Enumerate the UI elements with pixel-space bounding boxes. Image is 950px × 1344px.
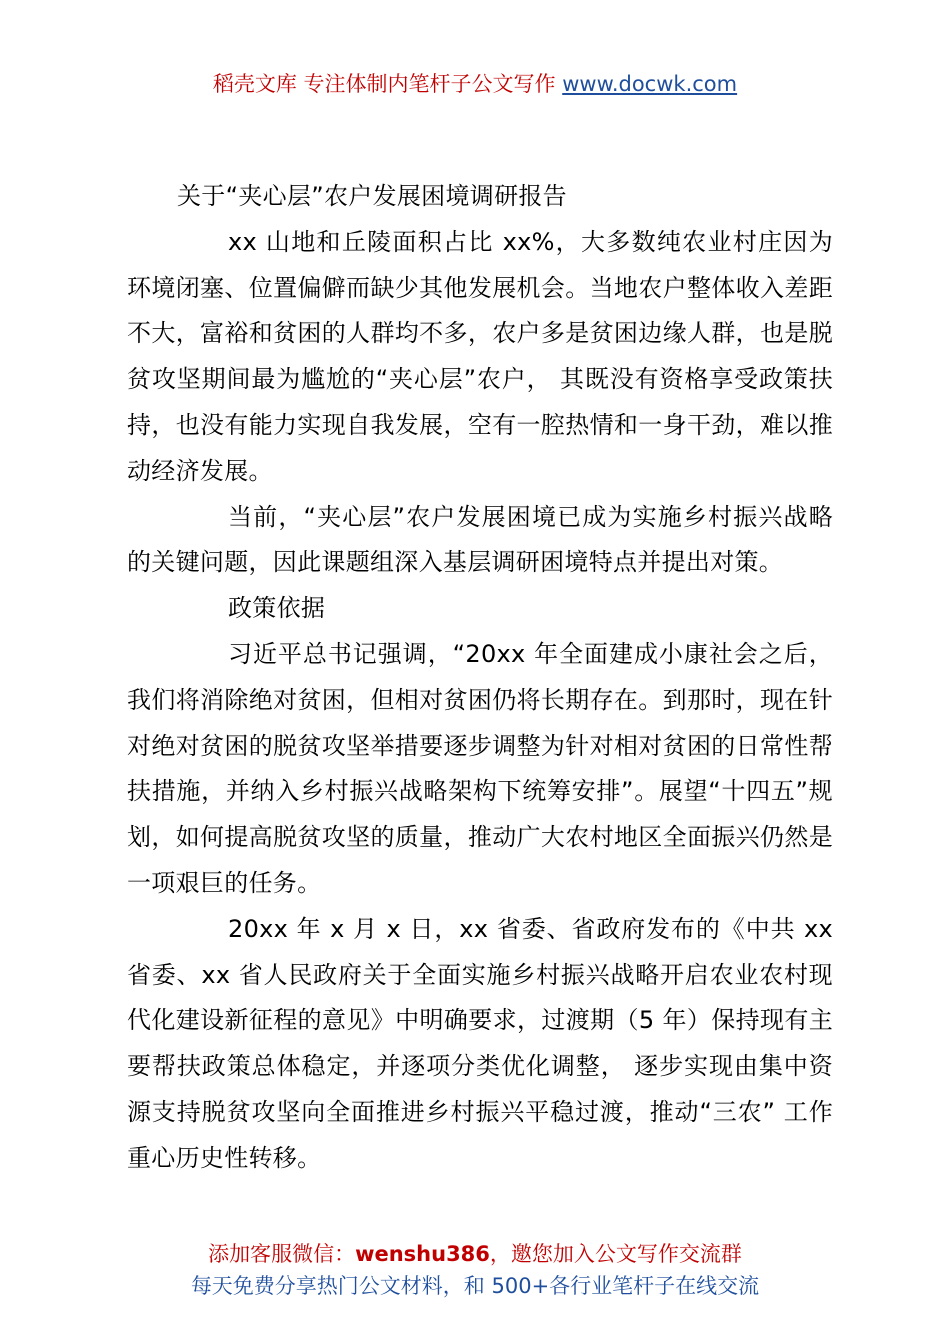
section-heading-policy-basis: 政策依据 <box>228 594 326 623</box>
watermark-header <box>0 66 950 102</box>
header-text: 稻壳文库 专注体制内笔杆子公文写作 <box>212 72 563 96</box>
header-url-link[interactable]: www.docwk.com <box>562 72 738 96</box>
paragraph-xi-quote: 习近平总书记强调，“20xx 年全面建成小康社会之后，我们将消除绝对贫困，但相对贫困仍将长期存在。到那时，现在针对绝对贫困的脱贫攻坚举措要逐步调整为针对相对贫困的日常性帮扶措施，并纳入乡村振兴战略架构下统筹安排”。展望“十四五”规划，如何提高脱贫攻坚的质量，推动广大农村地区全面振兴仍然是一项艰巨的任务。 <box>127 639 833 897</box>
footer-wechat-id: wenshu386 <box>355 1242 490 1266</box>
watermark-footer <box>0 1238 950 1302</box>
footer-wechat-prefix: 添加客服微信： <box>208 1242 356 1266</box>
document-title: 关于“夹心层”农户发展困境调研报告 <box>177 182 567 210</box>
footer-wechat-suffix: ，邀您加入公文写作交流群 <box>489 1242 742 1266</box>
paragraph-current-situation: 当前，“夹心层”农户发展困境已成为实施乡村振兴战略的关键问题，因此课题组深入基层调研困境特点并提出对策。 <box>127 502 833 577</box>
paragraph-provincial-policy: 20xx 年 x 月 x 日，xx 省委、省政府发布的《中共 xx 省委、xx 省人民政府关于全面实施乡村振兴战略开启农业农村现代化建设新征程的意见》中明确要求，过渡期（5 年）保持现有主要帮扶政策总体稳定，并逐项分类优化调整， 逐步实现由集中资源支持脱贫攻坚向全面推进乡村振兴平稳过渡，推动“三农” 工作重心历史性转移。 <box>127 914 833 1172</box>
paragraph-intro: xx 山地和丘陵面积占比 xx%，大多数纯农业村庄因为环境闭塞、位置偏僻而缺少其他发展机会。当地农户整体收入差距不大，富裕和贫困的人群均不多，农户多是贫困边缘人群，也是脱贫攻坚期间最为尴尬的“夹心层”农户， 其既没有资格享受政策扶持，也没有能力实现自我发展，空有一腔热情和一身干劲，难以推动经济发展。 <box>127 227 833 485</box>
footer-line-share: 每天免费分享热门公文材料，和 500+各行业笔杆子在线交流 <box>190 1274 760 1298</box>
document-body <box>127 174 833 1182</box>
footer-line-wechat <box>0 1238 950 1270</box>
